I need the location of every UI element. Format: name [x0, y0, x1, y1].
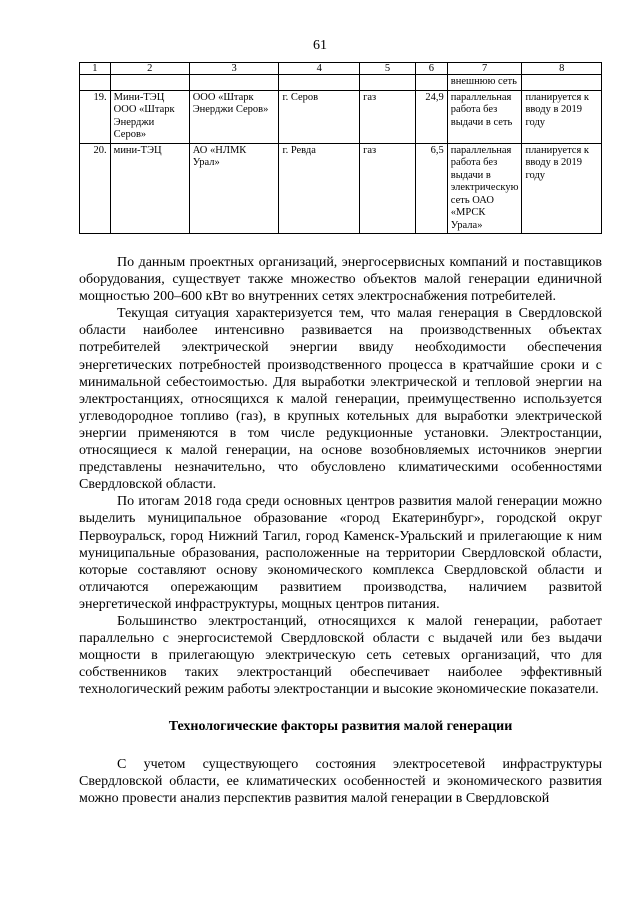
- table-cell: АО «НЛМК Урал»: [189, 143, 279, 234]
- generation-table: [79, 62, 602, 234]
- paragraph: С учетом существующего состояния электросетевой инфраструктуры Свердловской области, ее климатических особенностей и экономического развития можно провести анализ перспектив развития малой генерации в Свердловской: [79, 756, 602, 806]
- table-header-cell: 2: [110, 63, 189, 75]
- table-row: [80, 90, 602, 143]
- table-cell: мини-ТЭЦ: [110, 143, 189, 234]
- table-header-row: [80, 63, 602, 75]
- table-cell: [360, 75, 416, 91]
- table-header-cell: 8: [522, 63, 602, 75]
- table-cell: [189, 75, 279, 91]
- table-cell: [80, 75, 111, 91]
- table-header-cell: 6: [415, 63, 447, 75]
- table-cell: [110, 75, 189, 91]
- table-cell: параллельная работа без выдачи в электрическую сеть ОАО «МРСК Урала»: [447, 143, 522, 234]
- table-cell: [415, 75, 447, 91]
- table-row: [80, 143, 602, 234]
- table-cell: 6,5: [415, 143, 447, 234]
- table-cell: газ: [360, 143, 416, 234]
- table-header-cell: 1: [80, 63, 111, 75]
- table-cell: планируется к вводу в 2019 году: [522, 143, 602, 234]
- table-header-cell: 5: [360, 63, 416, 75]
- table-cell: 24,9: [415, 90, 447, 143]
- table-row: [80, 75, 602, 91]
- table-cell: г. Ревда: [279, 143, 360, 234]
- table-header-cell: 4: [279, 63, 360, 75]
- table-cell: 20.: [80, 143, 111, 234]
- table-header-cell: 3: [189, 63, 279, 75]
- body-text: [79, 254, 602, 807]
- table-cell: планируется к вводу в 2019 году: [522, 90, 602, 143]
- paragraph: По итогам 2018 года среди основных центров развития малой генерации можно выделить муниципальное образование «город Екатеринбург», городской округ Первоуральск, город Нижний Тагил, город Каменск-Уральский и прилегающие к ним муниципальные образования, расположенные на территории Свердловской области, которые составляют основу экономического комплекса Свердловской области и отличаются опережающим развитием производства, наличием развитой энергетической инфраструктуры, мощных центров питания.: [79, 494, 602, 612]
- page-number: 61: [313, 38, 327, 53]
- table-cell: [522, 75, 602, 91]
- section-heading: Технологические факторы развития малой генерации: [168, 719, 513, 735]
- table-cell: Мини-ТЭЦ ООО «Штарк Энерджи Серов»: [110, 90, 189, 143]
- table-cell: [279, 75, 360, 91]
- table-cell: г. Серов: [279, 90, 360, 143]
- table-cell: внешнюю сеть: [447, 75, 522, 91]
- paragraph: По данным проектных организаций, энергосервисных компаний и поставщиков оборудования, существует также множество объектов малой генерации единичной мощностью 200–600 кВт во внутренних сетях электроснабжения потребителей.: [79, 255, 602, 305]
- table-cell: газ: [360, 90, 416, 143]
- table-cell: параллельная работа без выдачи в сеть: [447, 90, 522, 143]
- paragraph: Текущая ситуация характеризуется тем, что малая генерация в Свердловской области наиболее интенсивно развивается на производственных объектах потребителей электрической энергии ввиду необходимости обеспечения энергетических потребностей производственного процесса в кратчайшие сроки и с минимальной себестоимостью. Для выработки электрической и тепловой энергии на электростанциях, относящихся к малой генерации, преимущественно используется углеводородное топливо (газ), в крупных котельных для выработки электрической энергии применяются в том числе редукционные установки. Электростанции, относящиеся к малой генерации, на основе возобновляемых источников энергии представлены незначительно, что обусловлено климатическими особенностями Свердловской области.: [79, 306, 602, 493]
- table-header-cell: 7: [447, 63, 522, 75]
- table-cell: 19.: [80, 90, 111, 143]
- table-cell: ООО «Штарк Энерджи Серов»: [189, 90, 279, 143]
- paragraph: Большинство электростанций, относящихся к малой генерации, работает параллельно с энергосистемой Свердловской области с выдачей или без выдачи мощности в прилегающую электрическую сеть сетевых организаций, что для собственников таких электростанций обеспечивает наиболее эффективный технологический режим работы электростанции и высокие экономические показатели.: [79, 613, 602, 698]
